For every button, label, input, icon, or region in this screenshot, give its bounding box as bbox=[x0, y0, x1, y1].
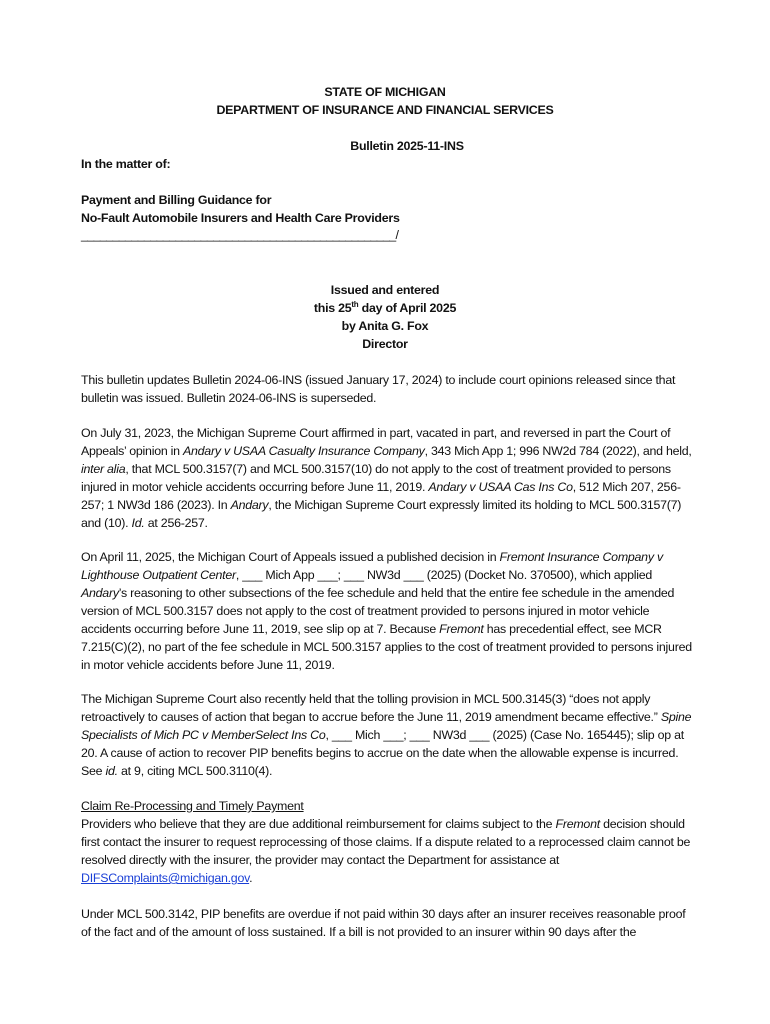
text-run: at 9, citing MCL 500.3110(4). bbox=[117, 764, 273, 778]
text-run: , 512 Mich 207, 256-257; 1 NW3d 186 (2023). In bbox=[81, 480, 681, 512]
department-heading: DEPARTMENT OF INSURANCE AND FINANCIAL SERVICES bbox=[216, 103, 554, 117]
text-run: . bbox=[249, 871, 253, 885]
case-name: Andary v USAA Cas Ins Co bbox=[428, 480, 573, 494]
bulletin-number: Bulletin 2025-11-INS bbox=[350, 139, 464, 153]
citation-id: Id. bbox=[131, 516, 145, 530]
case-name: Fremont bbox=[439, 622, 484, 636]
text-run: On April 11, 2025, the Michigan Court of Appeals issued a published decision in bbox=[81, 550, 500, 564]
text-run: at 256-257. bbox=[144, 516, 208, 530]
paragraph-fremont bbox=[81, 548, 696, 674]
issued-date-prefix: this 25 bbox=[313, 301, 352, 315]
text-run: has precedential effect, see MCR 7.215(C)(2), no part of the fee schedule in MCL 500.3157 applies to the cost of treatment provided to persons injured in motor vehicle accidents before June 11, 2019. bbox=[81, 622, 692, 672]
issued-line-1: Issued and entered bbox=[330, 283, 440, 297]
text-run: The Michigan Supreme Court also recently held that the tolling provision in MCL 500.3145(3) “does not apply retroactively to causes of action that began to accrue before the June 11, 2019 amendment became effective.” bbox=[81, 692, 661, 724]
text-run: ’s reasoning to other subsections of the fee schedule and held that the entire fee schedule in the amended version of MCL 500.3157 does not apply to the cost of treatment provided to persons injured in motor vehicle accidents occurring before June 11, 2019, see slip op at 7. Because bbox=[81, 586, 675, 636]
paragraph-supersede bbox=[81, 371, 696, 407]
paragraph-overdue bbox=[81, 905, 696, 941]
latin-term: inter alia bbox=[81, 462, 126, 476]
text-run: , 343 Mich App 1; 996 NW2d 784 (2022), and held, bbox=[424, 444, 692, 458]
paragraph-tolling bbox=[81, 690, 696, 780]
citation-id: id. bbox=[105, 764, 118, 778]
paragraph-overdue-text: Under MCL 500.3142, PIP benefits are overdue if not paid within 30 days after an insurer receives reasonable proof of the fact and of the amount of loss sustained. If a bill is not provided to an insurer within 90 days after the bbox=[81, 907, 686, 939]
case-name: Andary bbox=[81, 586, 119, 600]
issued-date-ordinal: th bbox=[351, 299, 359, 309]
case-name: Fremont bbox=[555, 817, 600, 831]
text-run: On July 31, 2023, the Michigan Supreme Court affirmed in part, vacated in part, and reversed in part the Court of Appeals’ opinion in bbox=[81, 426, 671, 458]
paragraph-supersede-text: This bulletin updates Bulletin 2024-06-INS (issued January 17, 2024) to include court opinions released since that bulletin was issued. Bulletin 2024-06-INS is superseded. bbox=[81, 373, 676, 405]
text-run: Providers who believe that they are due additional reimbursement for claims subject to the bbox=[81, 817, 556, 831]
subject-line-1: Payment and Billing Guidance for bbox=[81, 193, 272, 207]
text-run: , the Michigan Supreme Court expressly limited its holding to MCL 500.3157(7) and (10). bbox=[81, 498, 682, 530]
case-name: Spine Specialists of Mich PC v MemberSelect Ins Co bbox=[81, 710, 692, 742]
caption-rule: __________________________________________________/ bbox=[81, 228, 399, 242]
paragraph-andary bbox=[81, 424, 696, 532]
issued-date-suffix: day of April 2025 bbox=[358, 301, 457, 315]
complaints-email-link[interactable]: DIFSComplaints@michigan.gov bbox=[81, 871, 250, 885]
case-name: Andary v USAA Casualty Insurance Company bbox=[183, 444, 425, 458]
state-heading: STATE OF MICHIGAN bbox=[324, 85, 446, 99]
text-run: , ___ Mich ___; ___ NW3d ___ (2025) (Case No. 165445); slip op at 20. A cause of action to recover PIP benefits begins to accrue on the date when the allowable expense is incurred. See bbox=[81, 728, 684, 778]
subject-line-2: No-Fault Automobile Insurers and Health Care Providers bbox=[81, 211, 400, 225]
case-name: Andary bbox=[230, 498, 269, 512]
issuer-title: Director bbox=[362, 337, 408, 351]
issued-line-2 bbox=[0, 299, 770, 317]
issued-by: by Anita G. Fox bbox=[341, 319, 429, 333]
case-name: Fremont Insurance Company v Lighthouse Outpatient Center bbox=[81, 550, 663, 582]
text-run: decision should first contact the insurer to request reprocessing of those claims. If a dispute related to a reprocessed claim cannot be resolved directly with the insurer, the provider may contact the Department for assistance at bbox=[81, 817, 691, 867]
matter-label: In the matter of: bbox=[81, 157, 171, 171]
section-heading: Claim Re-Processing and Timely Payment bbox=[81, 799, 304, 813]
text-run: , ___ Mich App ___; ___ NW3d ___ (2025) (Docket No. 370500), which applied bbox=[235, 568, 653, 582]
text-run: , that MCL 500.3157(7) and MCL 500.3157(10) do not apply to the cost of treatment provided to persons injured in motor vehicle accidents occurring before June 11, 2019. bbox=[81, 462, 671, 494]
section-reprocessing bbox=[81, 797, 696, 887]
